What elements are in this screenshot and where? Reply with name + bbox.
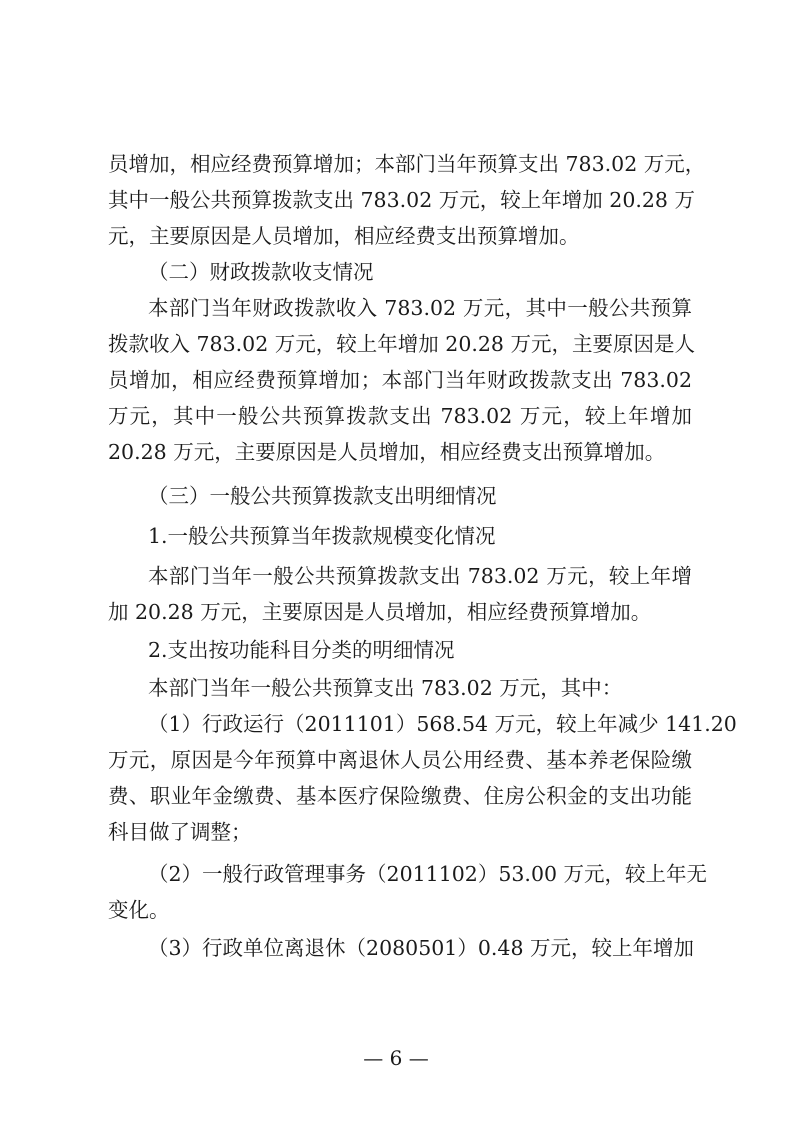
- body-text-line: 变化。: [108, 898, 170, 922]
- body-text-line: 元，主要原因是人员增加，相应经费支出预算增加。: [108, 224, 580, 248]
- body-text-line: 本部门当年一般公共预算拨款支出 783.02 万元，较上年增: [148, 564, 692, 588]
- list-item-line: （1）行政运行（2011101）568.54 万元，较上年减少 141.20: [148, 712, 737, 736]
- body-text-line: 万元，原因是今年预算中离退休人员公用经费、基本养老保险缴: [108, 748, 692, 772]
- body-text-line: 费、职业年金缴费、基本医疗保险缴费、住房公积金的支出功能: [108, 784, 692, 808]
- body-text-line: 20.28 万元，主要原因是人员增加，相应经费支出预算增加。: [108, 440, 666, 464]
- body-text-line: 本部门当年一般公共预算支出 783.02 万元，其中：: [148, 676, 623, 700]
- body-text-line: 加 20.28 万元，主要原因是人员增加，相应经费预算增加。: [108, 600, 652, 624]
- section-heading: （三）一般公共预算拨款支出明细情况: [148, 484, 497, 508]
- list-item-line: （3）行政单位离退休（2080501）0.48 万元，较上年增加: [148, 936, 695, 960]
- page-number: — 6 —: [363, 1046, 429, 1070]
- body-text-line: 科目做了调整；: [108, 820, 252, 844]
- body-text-line: 万元，其中一般公共预算拨款支出 783.02 万元，较上年增加: [108, 404, 692, 428]
- subsection-heading: 2.支出按功能科目分类的明细情况: [148, 638, 455, 662]
- subsection-heading: 1.一般公共预算当年拨款规模变化情况: [148, 524, 496, 548]
- section-heading: （二）财政拨款收支情况: [148, 260, 374, 284]
- list-item-line: （2）一般行政管理事务（2011102）53.00 万元，较上年无: [148, 862, 708, 886]
- body-text-line: 员增加，相应经费预算增加；本部门当年预算支出 783.02 万元，: [108, 152, 706, 176]
- body-text-line: 员增加，相应经费预算增加；本部门当年财政拨款支出 783.02: [108, 368, 692, 392]
- body-text-line: 其中一般公共预算拨款支出 783.02 万元，较上年增加 20.28 万: [108, 188, 695, 212]
- body-text-line: 拨款收入 783.02 万元，较上年增加 20.28 万元，主要原因是人: [108, 332, 695, 356]
- body-text-line: 本部门当年财政拨款收入 783.02 万元，其中一般公共预算: [148, 296, 692, 320]
